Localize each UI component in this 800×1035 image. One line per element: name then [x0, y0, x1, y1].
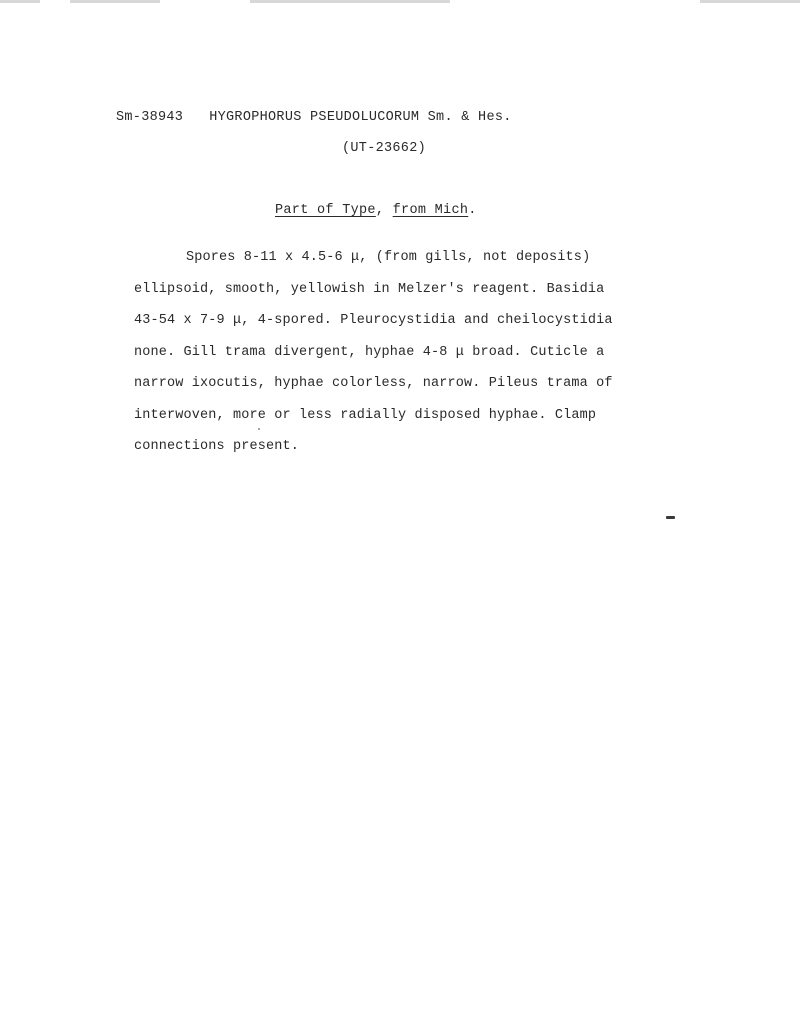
- subtitle-separator: ,: [375, 203, 393, 218]
- description-paragraph: [134, 248, 714, 469]
- description-line: connections present.: [134, 439, 300, 454]
- subtitle-part-of-type: Part of Type: [275, 203, 376, 218]
- specimen-id: Sm-38943: [116, 110, 184, 125]
- description-line: 43-54 x 7-9 μ, 4-spored. Pleurocystidia and cheilocystidia: [134, 313, 613, 328]
- scan-edge-mark: [700, 0, 800, 3]
- scan-edge-mark: [250, 0, 450, 3]
- accession-number: (UT-23662): [342, 141, 427, 156]
- scan-edge-mark: [70, 0, 160, 3]
- subtitle: [275, 203, 477, 218]
- subtitle-locality: from Mich: [392, 203, 469, 218]
- description-line: Spores 8-11 x 4.5-6 μ, (from gills, not deposits): [186, 250, 591, 265]
- description-line: none. Gill trama divergent, hyphae 4-8 μ broad. Cuticle a: [134, 344, 605, 360]
- scan-edge-mark: [0, 0, 40, 3]
- description-line: ellipsoid, smooth, yellowish in Melzer's reagent. Basidia: [134, 281, 605, 297]
- stray-ink-mark: [666, 516, 675, 519]
- stray-dot: [258, 428, 260, 430]
- species-heading: HYGROPHORUS PSEUDOLUCORUM Sm. & Hes.: [209, 110, 512, 125]
- description-line: interwoven, more or less radially disposed hyphae. Clamp: [134, 407, 597, 423]
- description-line: narrow ixocutis, hyphae colorless, narrow. Pileus trama of: [134, 376, 613, 391]
- subtitle-end: .: [468, 203, 477, 218]
- document-header: [116, 110, 512, 125]
